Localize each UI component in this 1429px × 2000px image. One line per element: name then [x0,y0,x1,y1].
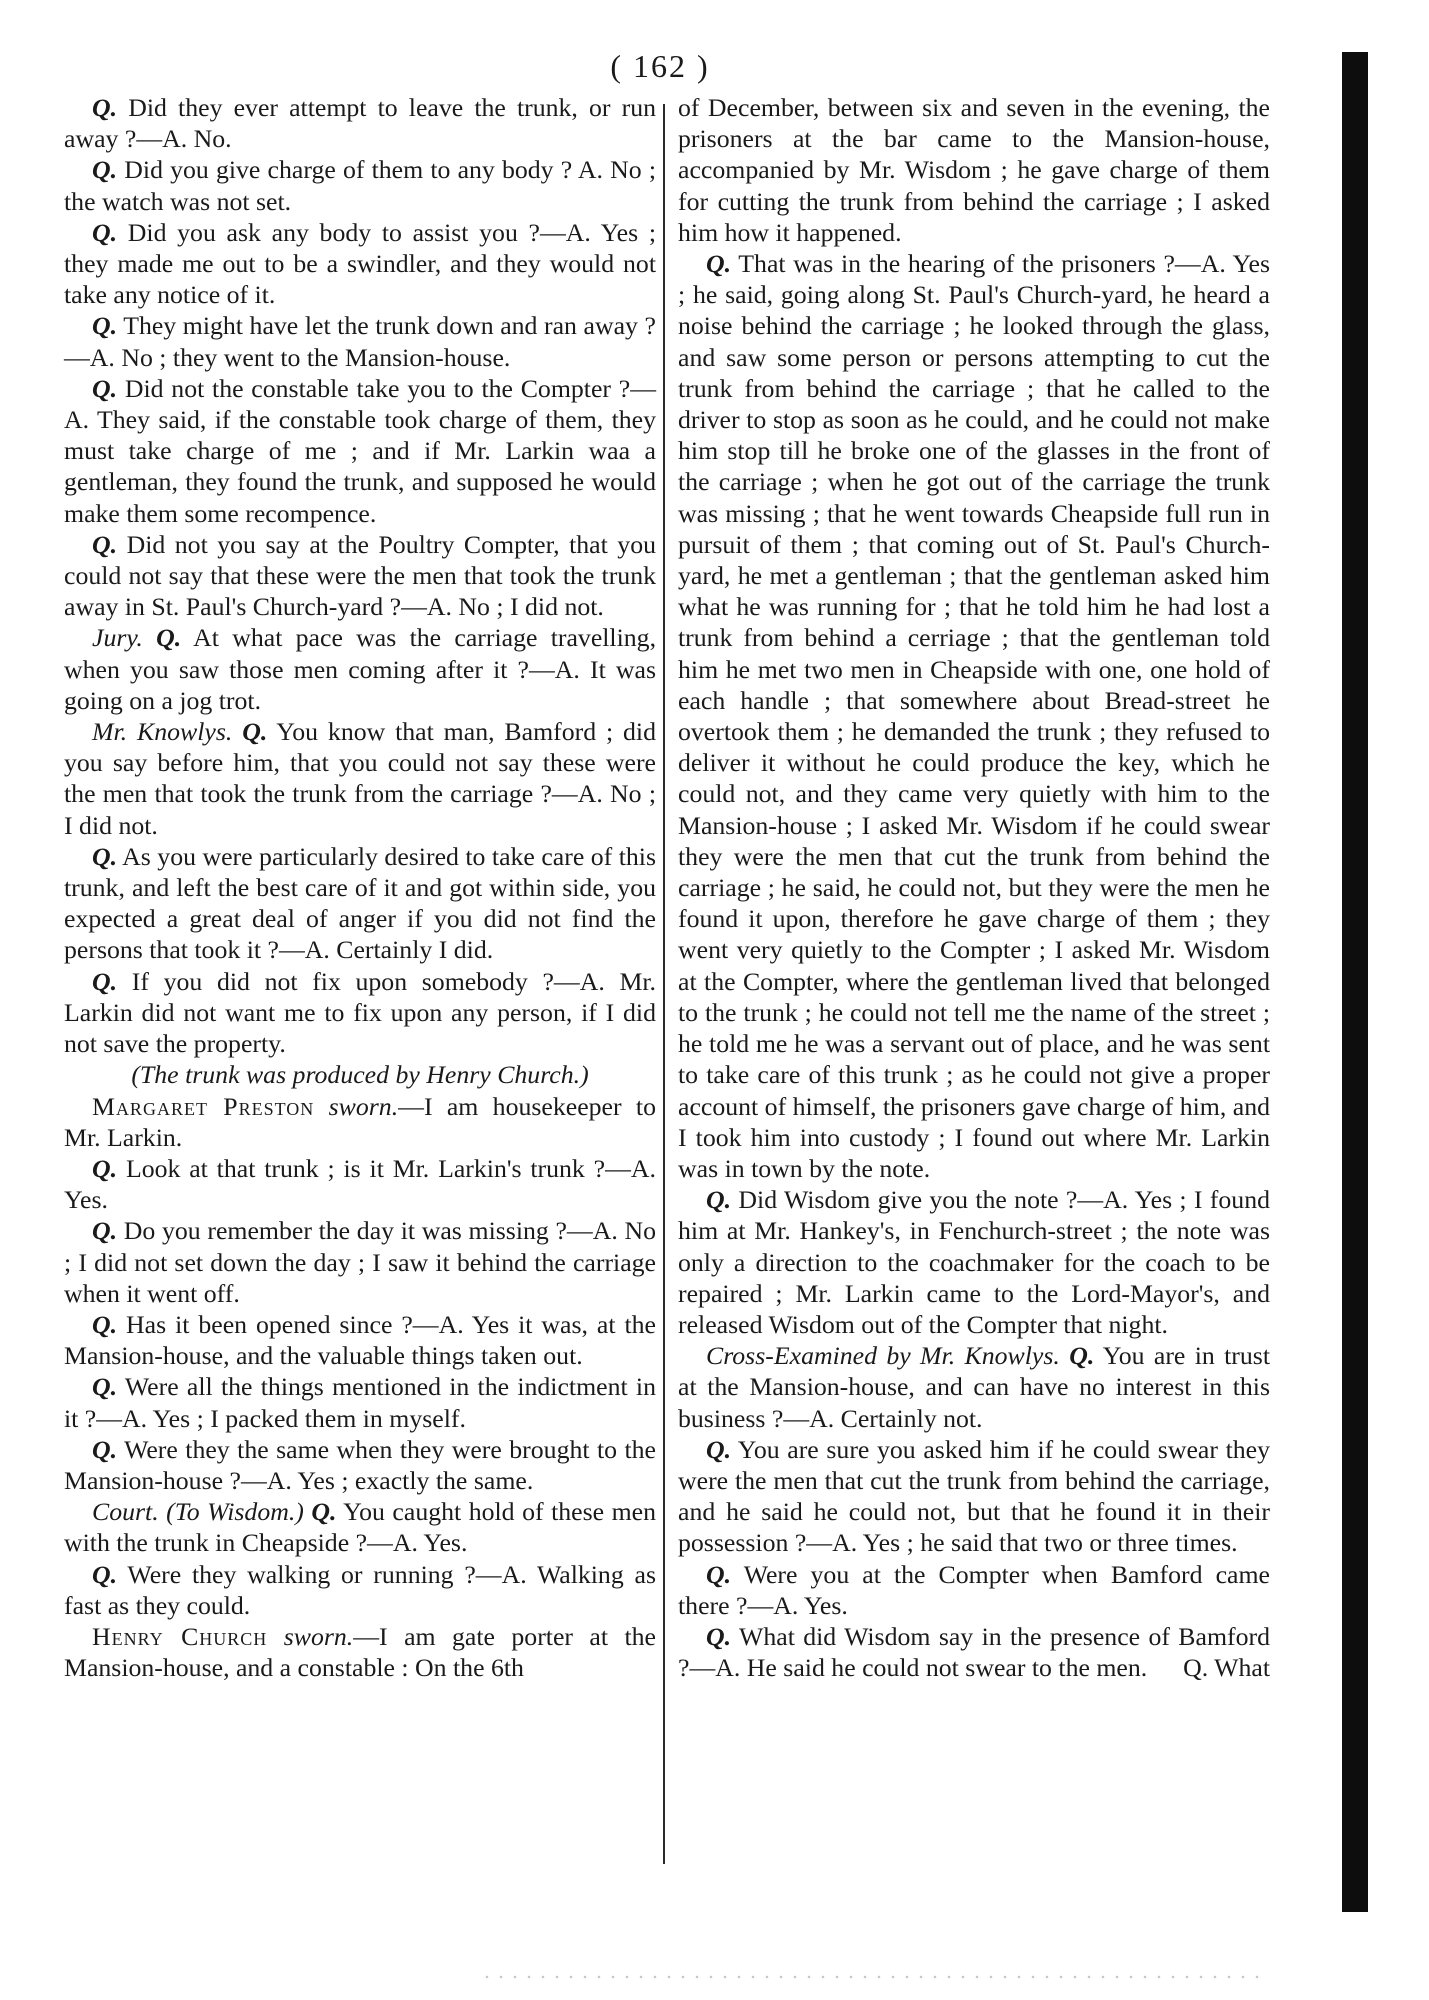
scan-noise [480,1975,1260,1979]
paragraph-text: of December, between six and seven in the evening, the prisoners at the bar came to the Mansion-house, accompanied by Mr. Wisdom ; he gave charge of them for cutting the trunk from behind the carriage ; I asked him how it happened. [678,93,1270,247]
qa-paragraph [678,1184,1270,1340]
witness-name: Margaret Preston [92,1091,315,1121]
scan-margin-bar [1342,52,1368,1912]
speaker-label: Jury. [92,623,143,653]
question-marker: Q. [242,717,268,747]
qa-paragraph [64,841,656,966]
question-marker: Q. [92,529,118,559]
question-marker: Q. [92,1153,118,1183]
question-marker: Q. [92,1216,118,1246]
question-marker: Q. [706,1559,732,1589]
question-marker: Q. [92,217,118,247]
qa-paragraph [64,92,656,154]
paragraph-text: Did not you say at the Poultry Compter, that you could not say that these were the men that took the trunk away in St. Paul's Church-yard ?—A. No ; I did not. [64,529,656,622]
qa-paragraph [64,1434,656,1496]
qa-paragraph [64,1559,656,1621]
qa-paragraph [64,154,656,216]
qa-paragraph [64,966,656,1060]
paragraph-text: Did not the constable take you to the Compter ?—A. They said, if the constable took charge of them, they must take charge of me ; and if Mr. Larkin waa a gentleman, they found the trunk, and supposed he would make them some recompence. [64,373,657,528]
paragraph-text: You know that man, Bamford ; did you say before him, that you could not say these were the men that took the trunk from the carriage ?—A. No ; I did not. [64,717,656,840]
question-marker: Q. [92,155,118,185]
testimony-paragraph [678,92,1270,248]
question-marker: Q. [92,1434,118,1464]
paragraph-text: Look at that trunk ; is it Mr. Larkin's trunk ?—A. Yes. [64,1153,656,1215]
paragraph-text: As you were particularly desired to take care of this trunk, and left the best care of it and got within side, you expected a great deal of anger if you did not find the persons that took it ?—A. Certainly I did. [64,841,657,965]
column-divider [663,104,665,1864]
paragraph-text: —I am gate porter at the Mansion-house, and a constable : On the 6th [64,1621,656,1683]
paragraph-text: If you did not fix upon somebody ?—A. Mr. Larkin did not want me to fix upon any person, if I did not save the property. [64,966,657,1059]
sworn-label: sworn. [328,1091,399,1121]
paragraph-text: —I am housekeeper to Mr. Larkin. [64,1091,656,1152]
paragraph-text: Were all the things mentioned in the indictment in it ?—A. Yes ; I packed them in myself. [64,1372,656,1433]
right-column [678,92,1270,1683]
qa-paragraph [678,1559,1270,1621]
paragraph-text: You are sure you asked him if he could swear they were the men that cut the trunk from behind the carriage, and he said he could not, but that he found it in their possession ?—A. Yes ; he said that two or three times. [678,1434,1271,1558]
qa-paragraph [64,1153,656,1215]
question-marker: Q. [706,1621,732,1651]
sworn-label: sworn. [283,1621,354,1651]
paragraph-text: Did they ever attempt to leave the trunk, or run away ?—A. No. [64,93,657,154]
qa-paragraph [64,373,656,529]
paragraph-text: Were you at the Compter when Bamford came there ?—A. Yes. [678,1559,1271,1620]
question-marker: Q. [92,1559,118,1589]
paragraph-text: Do you remember the day it was missing ?—A. No ; I did not set down the day ; I saw it behind the carriage when it went off. [64,1216,657,1308]
paragraph-text: What did Wisdom say in the presence of Bamford ?—A. He said he could not swear to the men. [678,1621,1271,1683]
paragraph-text: Has it been opened since ?—A. Yes it was, at the Mansion-house, and the valuable things taken out. [64,1309,656,1371]
paragraph-text: Were they the same when they were brought to the Mansion-house ?—A. Yes ; exactly the same. [64,1434,656,1495]
question-marker: Q. [311,1497,337,1527]
paragraph-text: They might have let the trunk down and ran away ?—A. No ; they went to the Mansion-house. [64,311,656,372]
qa-paragraph [64,716,656,841]
qa-paragraph [678,248,1270,1184]
paragraph-text: Did you give charge of them to any body ? A. No ; the watch was not set. [64,155,657,216]
catchword: Q. What [1183,1653,1270,1683]
speaker-label: Mr. Knowlys. [92,717,233,747]
qa-paragraph [64,1215,656,1309]
qa-paragraph [64,1496,656,1558]
witness-name: Henry Church [92,1621,268,1651]
qa-paragraph [64,217,656,311]
paragraph-text: Did Wisdom give you the note ?—A. Yes ; I found him at Mr. Hankey's, in Fenchurch-street ; the note was only a direction to the coachmaker for the coach to be repaired ; Mr. Larkin came to the Lord-Mayor's, and released Wisdom out of the Compter that night. [678,1185,1270,1339]
paragraph-text: You caught hold of these men with the trunk in Cheapside ?—A. Yes. [64,1497,656,1558]
question-marker: Q. [706,249,732,279]
question-marker: Q. [92,1309,118,1339]
qa-paragraph [64,310,656,372]
question-marker: Q. [92,966,118,996]
qa-paragraph [64,529,656,623]
paragraph-text: You are in trust at the Mansion-house, and can have no interest in this business ?—A. Certainly not. [678,1341,1270,1433]
testimony-paragraph [64,1091,656,1153]
paragraph-text: Did you ask any body to assist you ?—A. Yes ; they made me out to be a swindler, and they would not take any notice of it. [64,217,656,310]
question-marker: Q. [92,311,118,341]
stage-note: (The trunk was produced by Henry Church.) [131,1060,589,1090]
question-marker: Q. [156,623,182,653]
question-marker: Q. [92,1372,118,1402]
page-number: ( 162 ) [610,48,710,84]
speaker-label: Cross-Examined by Mr. Knowlys. [706,1341,1060,1371]
paragraph-text: Were they walking or running ?—A. Walking as fast as they could. [64,1559,656,1620]
qa-paragraph [64,1309,656,1371]
qa-paragraph [64,622,656,716]
speaker-label: Court. (To Wisdom.) [92,1497,304,1527]
question-marker: Q. [706,1434,732,1464]
qa-paragraph [678,1340,1270,1434]
question-marker: Q. [92,373,118,403]
qa-paragraph [678,1434,1270,1559]
qa-paragraph [64,1371,656,1433]
paragraph-text: At what pace was the carriage travelling, when you saw those men coming after it ?—A. It was going on a jog trot. [64,623,657,715]
left-column [64,92,656,1683]
question-marker: Q. [92,93,118,122]
question-marker: Q. [706,1185,732,1215]
question-marker: Q. [92,841,118,871]
paragraph-text: That was in the hearing of the prisoners ?—A. Yes ; he said, going along St. Paul's Church-yard, he heard a noise behind the carriage ; he looked through the glass, and saw some person or persons attempting to cut the trunk from behind the carriage ; that he called to the driver to stop as soon as he could, and he could not make him stop till he broke one of the glasses in the front of the carriage ; when he got out of the carriage the trunk was missing ; that he went towards Cheapside full run in pursuit of them ; that coming out of St. Paul's Church-yard, he met a gentleman ; that the gentleman asked him what he was running for ; that he told him he had lost a trunk from behind a cerriage ; that the gentleman told him he met two men in Cheapside with one, one hold of each handle ; that somewhere about Bread-street he overtook them ; he demanded the trunk ; they refused to deliver it without he could produce the key, which he could not, and they came very quietly with him to the Mansion-house ; I asked Mr. Wisdom if he could swear they were the men that cut the trunk from behind the carriage ; he said, he could not, but they were the men he found it upon, therefore he gave charge of them ; they went very quietly to the Compter ; I asked Mr. Wisdom at the Compter, where the gentleman lived that belonged to the trunk ; he could not tell me the name of the street ; he told me he was a servant out of place, and he was sent to take care of this trunk ; as he could not give a proper account of himself, the prisoners gave charge of him, and I took him into custody ; I found out where Mr. Larkin was in town by the note. [678,249,1271,1183]
testimony-paragraph [64,1621,656,1683]
qa-paragraph [678,1621,1270,1683]
question-marker: Q. [1069,1341,1095,1371]
